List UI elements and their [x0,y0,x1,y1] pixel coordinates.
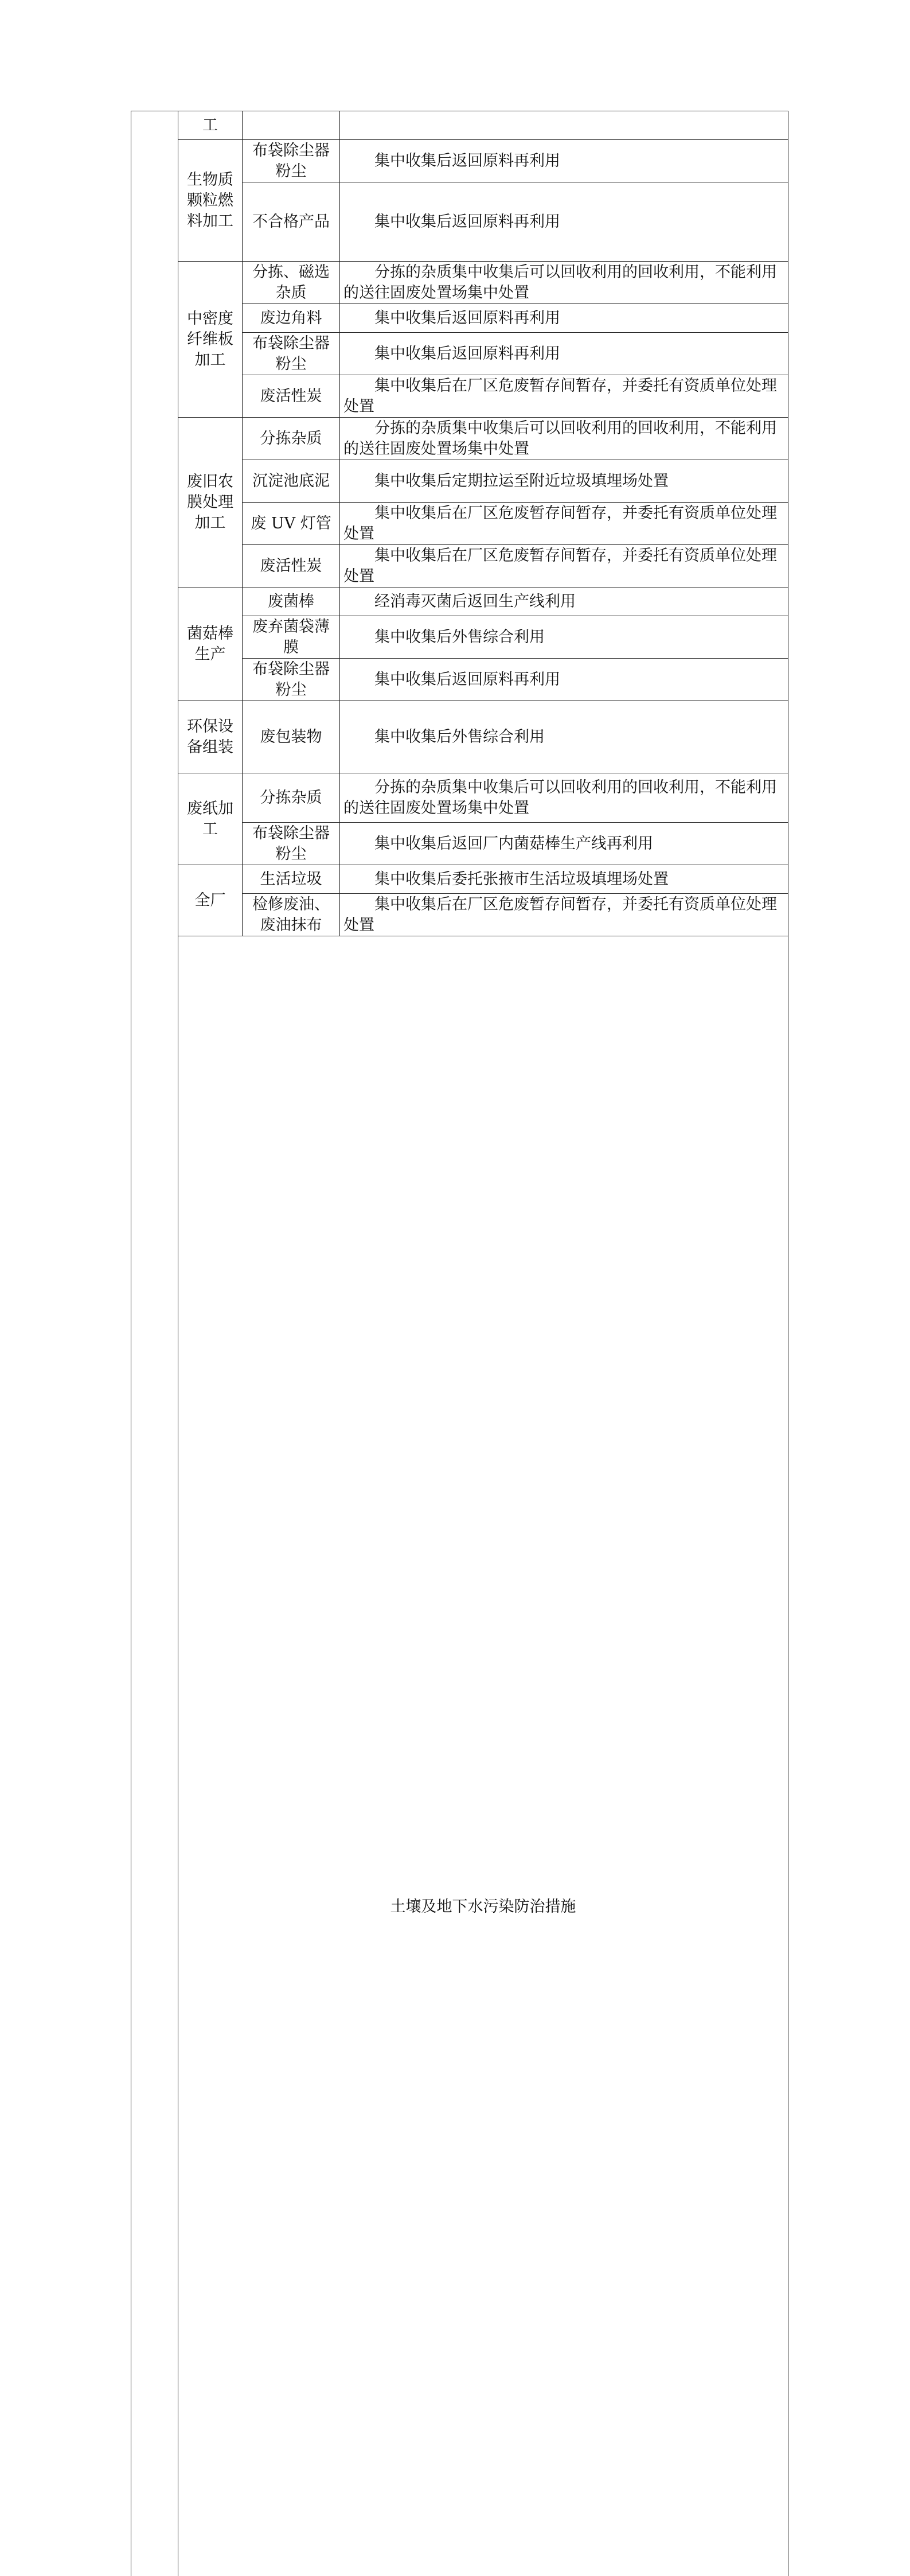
item-name: 废包装物 [243,701,340,773]
item-desc [340,111,788,140]
table-row [131,865,788,894]
group-label: 中密度纤维板加工 [178,262,243,418]
item-desc: 集中收集后返回原料再利用 [340,140,788,182]
group-label: 工 [178,111,243,140]
table-row [131,111,788,140]
item-desc: 集中收集后返回原料再利用 [340,333,788,375]
table-row [131,701,788,773]
item-name: 废 UV 灯管 [243,503,340,545]
item-desc: 分拣的杂质集中收集后可以回收利用的回收利用，不能利用的送往固废处置场集中处置 [340,262,788,304]
item-name: 分拣杂质 [243,773,340,823]
item-desc: 经消毒灭菌后返回生产线利用 [340,587,788,616]
item-name: 布袋除尘器粉尘 [243,823,340,865]
item-desc: 集中收集后定期拉运至附近垃圾填埋场处置 [340,460,788,503]
group-label: 生物质颗粒燃料加工 [178,140,243,262]
table-row [131,140,788,182]
item-name: 布袋除尘器粉尘 [243,659,340,701]
item-desc: 集中收集后返回厂内菌菇棒生产线再利用 [340,823,788,865]
group-label: 废旧农膜处理加工 [178,418,243,587]
item-desc: 集中收集后在厂区危废暂存间暂存，并委托有资质单位处理处置 [340,545,788,587]
group-label: 菌菇棒生产 [178,587,243,701]
table-row [131,936,788,2576]
item-desc: 集中收集后在厂区危废暂存间暂存，并委托有资质单位处理处置 [340,503,788,545]
table-row [131,262,788,304]
item-name: 生活垃圾 [243,865,340,894]
item-desc: 集中收集后返回原料再利用 [340,659,788,701]
item-name: 分拣、磁选杂质 [243,262,340,304]
item-name: 布袋除尘器粉尘 [243,333,340,375]
item-desc: 集中收集后外售综合利用 [340,701,788,773]
item-name: 不合格产品 [243,182,340,262]
measure-label: 土壤及地下水污染防治措施 [178,936,788,2576]
item-desc: 集中收集后委托张掖市生活垃圾填埋场处置 [340,865,788,894]
item-name: 废弃菌袋薄膜 [243,616,340,659]
item-name: 沉淀池底泥 [243,460,340,503]
table-row [131,418,788,460]
item-name: 布袋除尘器粉尘 [243,140,340,182]
item-name: 废菌棒 [243,587,340,616]
item-name: 废边角料 [243,304,340,333]
item-desc: 分拣的杂质集中收集后可以回收利用的回收利用，不能利用的送往固废处置场集中处置 [340,773,788,823]
item-desc: 集中收集后外售综合利用 [340,616,788,659]
group-label: 环保设备组装 [178,701,243,773]
item-name: 废活性炭 [243,545,340,587]
table-row [131,587,788,616]
item-desc: 集中收集后返回原料再利用 [340,304,788,333]
group-label: 废纸加工 [178,773,243,865]
item-desc: 集中收集后在厂区危废暂存间暂存，并委托有资质单位处理处置 [340,894,788,936]
outer-category-cell [131,111,178,2576]
item-name: 检修废油、废油抹布 [243,894,340,936]
table-row [131,773,788,823]
item-name: 废活性炭 [243,375,340,418]
item-desc: 分拣的杂质集中收集后可以回收利用的回收利用，不能利用的送往固废处置场集中处置 [340,418,788,460]
item-name [243,111,340,140]
item-name: 分拣杂质 [243,418,340,460]
item-desc: 集中收集后返回原料再利用 [340,182,788,262]
solid-waste-measures-table [131,111,788,2576]
group-label: 全厂 [178,865,243,936]
item-desc: 集中收集后在厂区危废暂存间暂存，并委托有资质单位处理处置 [340,375,788,418]
